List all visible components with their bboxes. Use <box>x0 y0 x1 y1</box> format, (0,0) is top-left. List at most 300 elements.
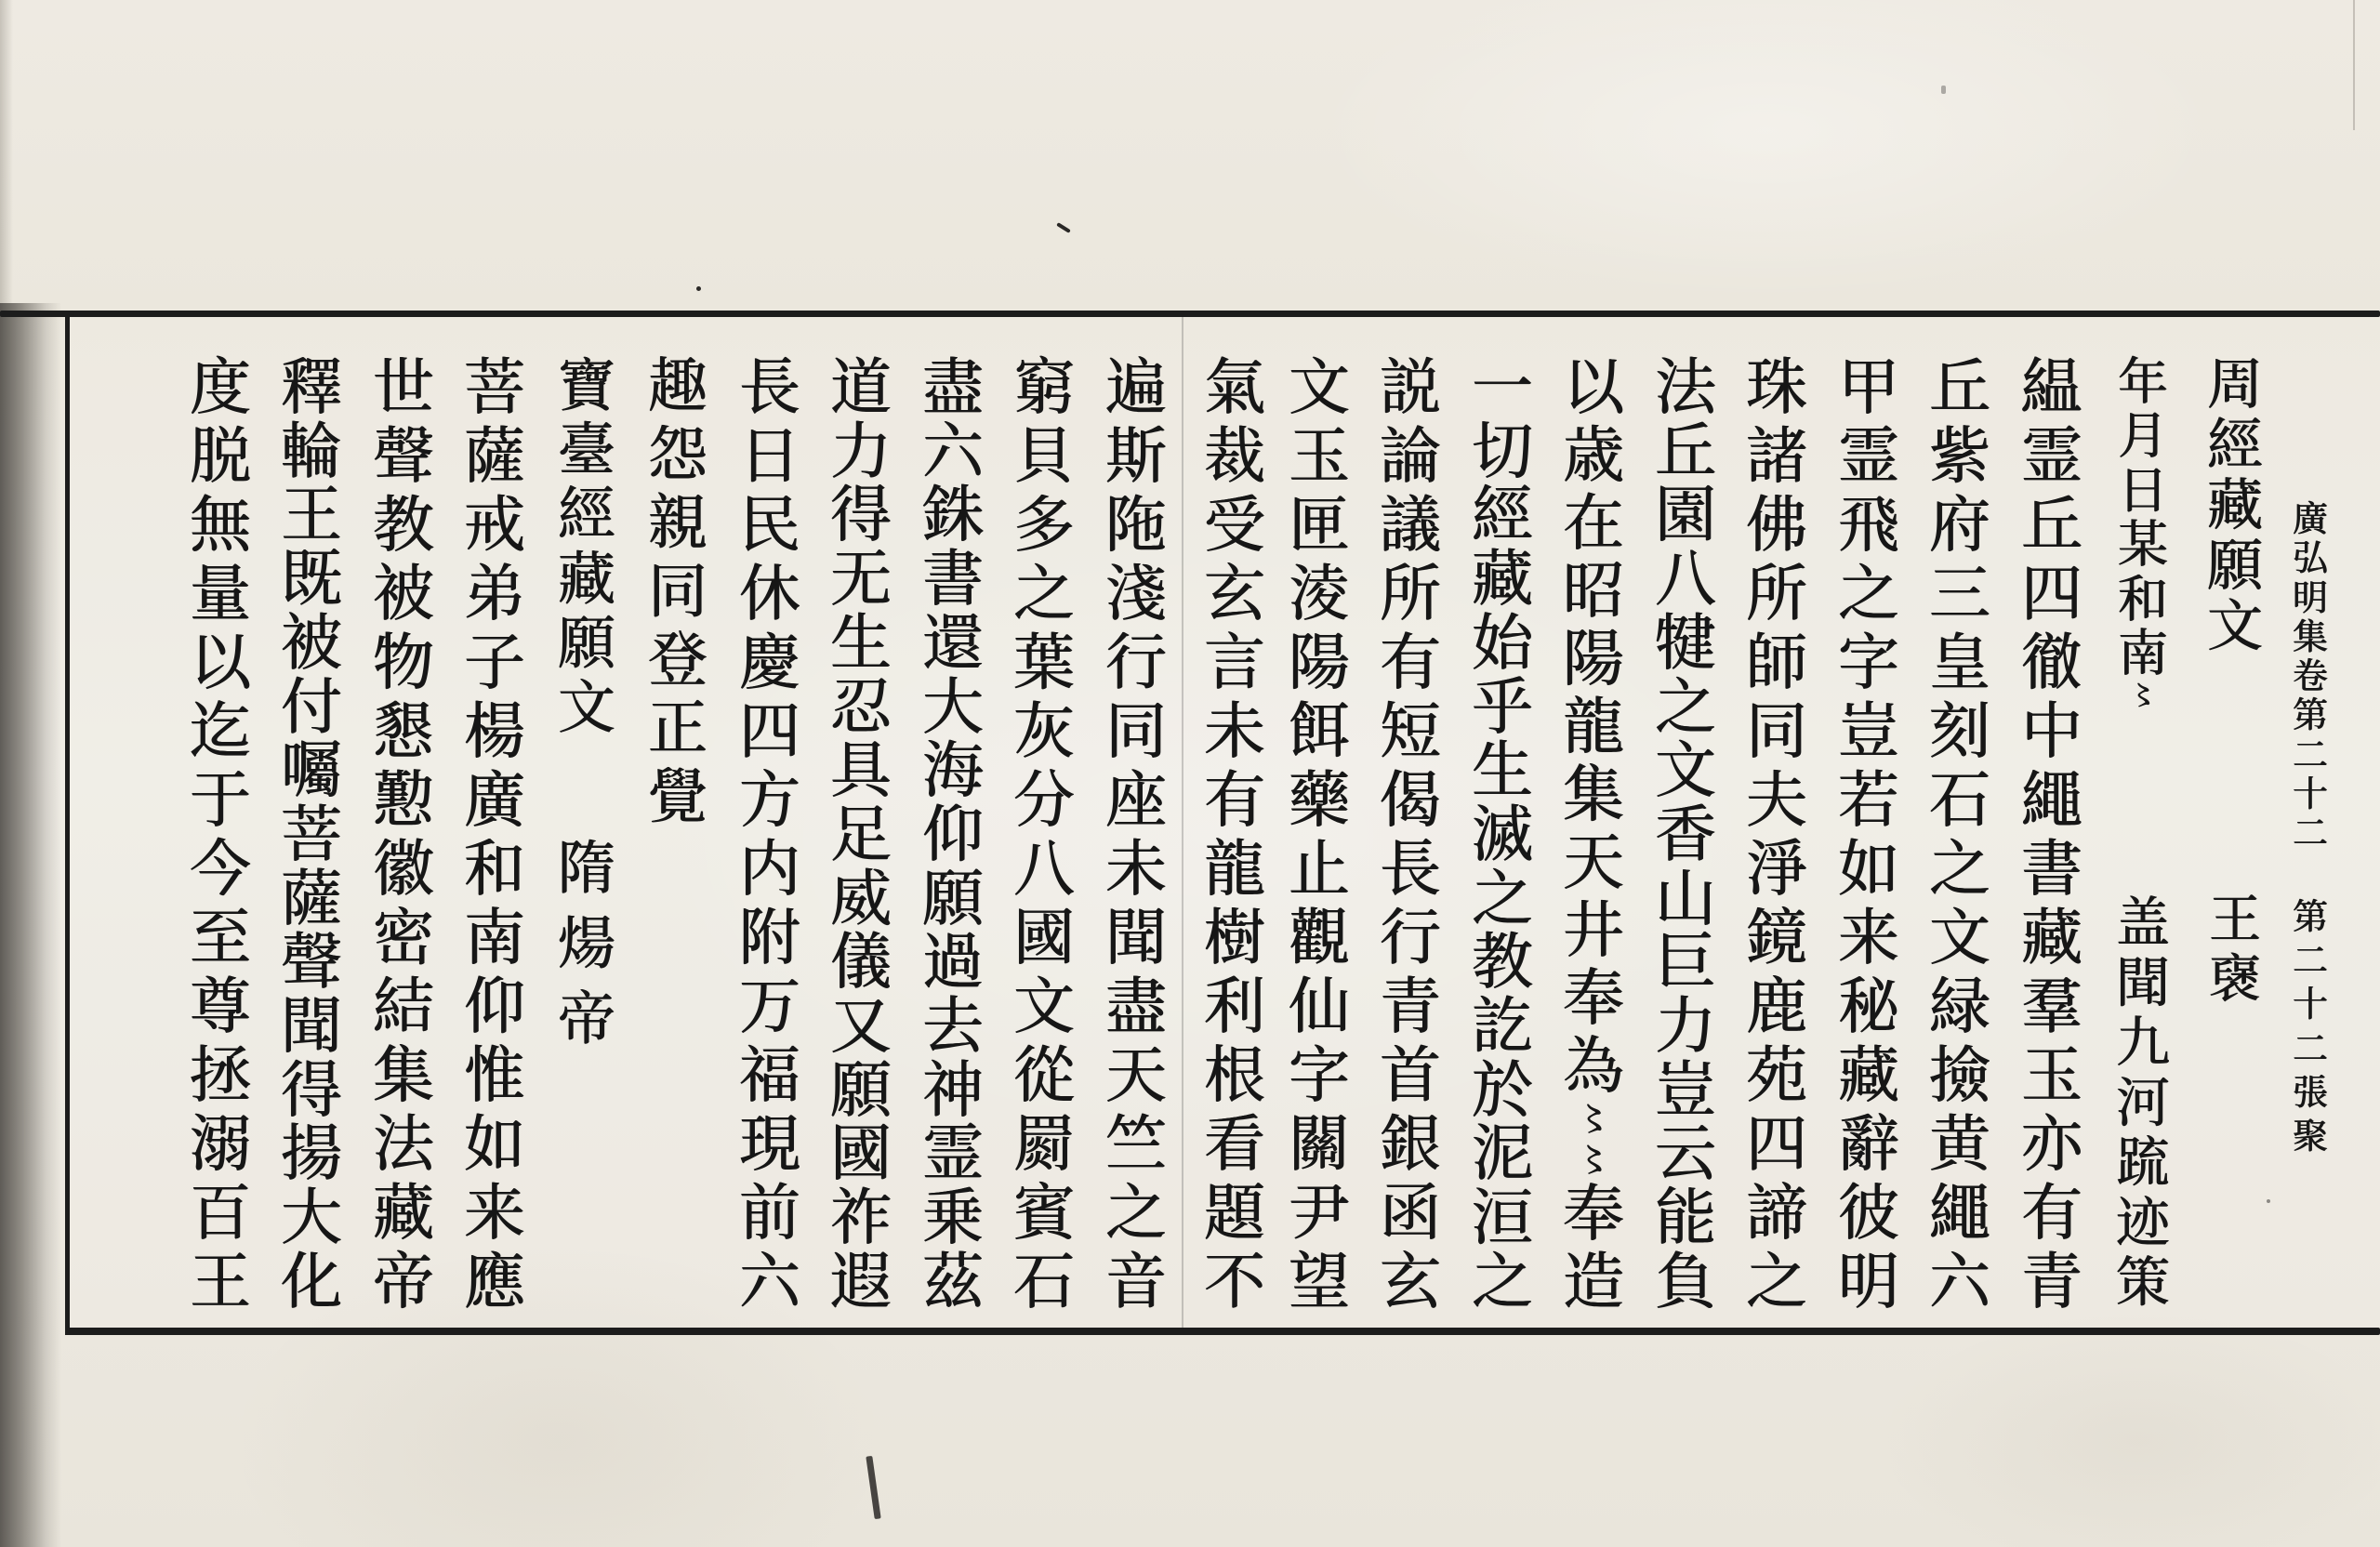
glyph: 之 <box>1655 670 1716 743</box>
glyph: 刻 <box>1929 695 1990 767</box>
glyph: 戒 <box>464 489 525 561</box>
glyph: 隋 <box>557 834 615 902</box>
glyph: 香 <box>1655 798 1716 870</box>
glyph: 二 <box>2292 1027 2328 1069</box>
glyph: 師 <box>1746 627 1807 698</box>
glyph: 斯 <box>1105 420 1167 492</box>
glyph: 觀 <box>1289 902 1350 973</box>
glyph: 黄 <box>1929 1108 1990 1180</box>
text-column <box>908 351 998 1317</box>
glyph: 廣 <box>2292 498 2328 539</box>
glyph: 迹 <box>2115 1190 2170 1254</box>
glyph: 紫 <box>1929 420 1990 492</box>
glyph: 明 <box>2292 576 2328 618</box>
glyph: 藏 <box>1838 1039 1899 1111</box>
glyph: 襃 <box>2209 949 2261 1010</box>
glyph: 迄 <box>190 695 251 767</box>
glyph: 還 <box>922 606 984 679</box>
glyph: 正 <box>648 694 707 764</box>
glyph: 書 <box>922 543 984 615</box>
glyph: 字 <box>1289 1039 1350 1111</box>
glyph: 長 <box>739 351 800 423</box>
glyph: 寶 <box>557 351 615 419</box>
glyph: 生 <box>1472 734 1533 807</box>
glyph: 遍 <box>1105 351 1167 423</box>
text-column <box>816 351 906 1317</box>
glyph: 珠 <box>1746 351 1807 423</box>
glyph: 附 <box>739 902 800 973</box>
glyph: 諸 <box>1746 420 1807 492</box>
glyph: 玄 <box>1204 558 1265 629</box>
text-column <box>1458 351 1547 1317</box>
ink-speck <box>1056 222 1071 233</box>
glyph: 又 <box>830 990 892 1063</box>
glyph: 音 <box>1105 1246 1167 1317</box>
glyph: 如 <box>464 1108 525 1180</box>
glyph: 集 <box>2292 615 2328 657</box>
ink-speck <box>696 286 701 291</box>
glyph: 被 <box>281 606 342 679</box>
text-column <box>633 352 722 832</box>
glyph: 藏 <box>1472 543 1533 615</box>
glyph: 苑 <box>1746 1039 1807 1111</box>
glyph: 利 <box>1204 971 1265 1042</box>
ink-speck <box>866 1456 880 1519</box>
glyph: 井 <box>1563 893 1624 966</box>
glyph: 南 <box>2118 623 2168 682</box>
glyph: 無 <box>190 489 251 561</box>
frame-left-rule <box>65 311 70 1335</box>
glyph: 有 <box>2021 1177 2082 1249</box>
glyph: 休 <box>739 558 800 629</box>
glyph: 仙 <box>1289 971 1350 1042</box>
glyph: 以 <box>190 627 251 698</box>
glyph: 巨 <box>1655 926 1716 998</box>
glyph: 徹 <box>2021 627 2082 698</box>
glyph: 帝 <box>557 985 615 1052</box>
glyph: 福 <box>739 1039 800 1111</box>
glyph: 六 <box>1929 1246 1990 1317</box>
glyph: 集 <box>373 1039 434 1111</box>
glyph: 之 <box>1838 558 1899 629</box>
glyph: 囑 <box>281 734 342 807</box>
center-fold-line <box>1182 317 1183 1328</box>
glyph: 以 <box>1563 351 1624 423</box>
text-column <box>450 351 539 1317</box>
glyph: 十 <box>2292 773 2328 814</box>
glyph: 力 <box>1655 990 1716 1063</box>
glyph: 丘 <box>1929 351 1990 423</box>
glyph: 惟 <box>464 1039 525 1111</box>
glyph: 百 <box>190 1177 251 1249</box>
glyph: 万 <box>739 971 800 1042</box>
glyph: 某 <box>2118 515 2168 575</box>
text-column <box>1915 351 2004 1317</box>
glyph: 廣 <box>464 764 525 836</box>
glyph: 大 <box>281 1182 342 1254</box>
glyph: 為 <box>1563 1029 1624 1102</box>
glyph: 登 <box>648 626 707 695</box>
text-column <box>1824 351 1913 1317</box>
glyph: 國 <box>1013 902 1075 973</box>
glyph: 第 <box>2292 694 2328 736</box>
glyph: 根 <box>1204 1039 1265 1111</box>
glyph: 聞 <box>2115 950 2170 1014</box>
glyph: 同 <box>648 557 707 627</box>
glyph: 明 <box>1838 1246 1899 1317</box>
glyph: 過 <box>922 926 984 998</box>
glyph: 樹 <box>1204 902 1265 973</box>
glyph: 辭 <box>1838 1108 1899 1180</box>
glyph: 文 <box>1929 902 1990 973</box>
glyph: 盖 <box>2115 891 2170 954</box>
glyph: 化 <box>281 1245 342 1317</box>
glyph: 于 <box>190 764 251 836</box>
glyph: 受 <box>1204 489 1265 561</box>
glyph: 未 <box>1204 695 1265 767</box>
glyph: 和 <box>464 833 525 905</box>
glyph: 年 <box>2118 352 2168 411</box>
glyph: 議 <box>1380 489 1441 561</box>
glyph: 淺 <box>1105 558 1167 629</box>
glyph: 裁 <box>1204 420 1265 492</box>
glyph: 生 <box>830 606 892 679</box>
glyph: 霊 <box>2021 420 2082 492</box>
glyph: 南 <box>464 902 525 973</box>
glyph: 銀 <box>1380 1108 1441 1180</box>
glyph: 一 <box>1472 351 1533 423</box>
glyph: 能 <box>1655 1182 1716 1254</box>
glyph: 經 <box>557 480 615 549</box>
glyph: 威 <box>830 862 892 934</box>
glyph: 陽 <box>1563 622 1624 694</box>
glyph: 若 <box>1838 764 1899 836</box>
glyph: 短 <box>1380 695 1441 767</box>
glyph: 覺 <box>648 762 707 832</box>
glyph: 王 <box>281 479 342 551</box>
glyph: 方 <box>739 764 800 836</box>
ink-speck <box>2267 1199 2270 1203</box>
glyph: 王 <box>190 1246 251 1317</box>
repeat-mark: 〻 <box>1576 1099 1611 1140</box>
glyph: 帝 <box>373 1246 434 1317</box>
glyph: 止 <box>1289 833 1350 905</box>
frame-bottom-rule <box>65 1328 2380 1335</box>
glyph: 偈 <box>1380 764 1441 836</box>
glyph: 至 <box>190 902 251 973</box>
glyph: 關 <box>1289 1108 1350 1180</box>
glyph: 負 <box>1655 1245 1716 1317</box>
text-column <box>1091 351 1181 1317</box>
glyph: 弟 <box>464 558 525 629</box>
glyph: 之 <box>1472 862 1533 934</box>
glyph: 和 <box>2118 569 2168 628</box>
glyph: 石 <box>1929 764 1990 836</box>
glyph: 菩 <box>464 351 525 423</box>
glyph: 教 <box>373 489 434 561</box>
glyph: 内 <box>739 833 800 905</box>
glyph: 菩 <box>281 798 342 870</box>
author-name <box>2190 890 2280 1010</box>
glyph: 之 <box>1746 1246 1807 1317</box>
glyph: 王 <box>2209 890 2261 950</box>
glyph: 海 <box>922 734 984 807</box>
glyph: 丘 <box>1655 415 1716 487</box>
glyph: 乎 <box>1472 670 1533 743</box>
glyph: 楊 <box>464 695 525 767</box>
glyph: 甲 <box>1838 351 1899 423</box>
glyph: 霊 <box>1838 420 1899 492</box>
glyph: 法 <box>1655 351 1716 423</box>
glyph: 之 <box>1929 833 1990 905</box>
glyph: 在 <box>1563 486 1624 559</box>
glyph: 緑 <box>1929 971 1990 1042</box>
glyph: 八 <box>1013 833 1075 905</box>
glyph: 二 <box>2292 813 2328 853</box>
text-column <box>176 351 265 1317</box>
glyph: 鹿 <box>1746 971 1807 1042</box>
glyph: 函 <box>1380 1177 1441 1249</box>
author-name <box>542 834 631 1052</box>
glyph: 日 <box>2118 460 2168 520</box>
glyph: 始 <box>1472 606 1533 679</box>
glyph: 未 <box>1105 833 1167 905</box>
glyph: 窮 <box>1013 351 1075 423</box>
glyph: 奉 <box>1563 961 1624 1034</box>
glyph: 第 <box>2292 896 2328 937</box>
marginal-note-leaf <box>2287 896 2334 1157</box>
glyph: 聞 <box>1105 902 1167 973</box>
glyph: 同 <box>1105 695 1167 767</box>
glyph: 佛 <box>1746 489 1807 561</box>
glyph: 文 <box>1289 351 1350 423</box>
glyph: 被 <box>373 558 434 629</box>
text-column <box>1190 351 1279 1317</box>
glyph: 輪 <box>281 415 342 487</box>
glyph: 匣 <box>1289 489 1350 561</box>
glyph: 来 <box>1838 902 1899 973</box>
text-column <box>2007 351 2096 1317</box>
glyph: 釋 <box>281 351 342 423</box>
glyph: 餌 <box>1289 695 1350 767</box>
glyph: 如 <box>1838 833 1899 905</box>
glyph: 有 <box>1204 764 1265 836</box>
glyph: 文 <box>1655 734 1716 807</box>
glyph: 大 <box>922 670 984 743</box>
glyph: 弘 <box>2292 537 2328 579</box>
glyph: 多 <box>1013 489 1075 561</box>
glyph: 論 <box>1380 420 1441 492</box>
glyph: 三 <box>1929 558 1990 629</box>
glyph: 字 <box>1838 627 1899 698</box>
glyph: 書 <box>2021 833 2082 905</box>
ink-speck <box>1941 86 1946 94</box>
glyph: 長 <box>1380 833 1441 905</box>
glyph: 四 <box>1746 1108 1807 1180</box>
glyph: 撿 <box>1929 1039 1990 1111</box>
glyph: 天 <box>1563 826 1624 898</box>
glyph: 霊 <box>922 1117 984 1190</box>
glyph: 密 <box>373 902 434 973</box>
glyph: 泥 <box>1472 1117 1533 1190</box>
glyph: 皇 <box>1929 627 1990 698</box>
glyph: 貝 <box>1013 420 1075 492</box>
glyph: 望 <box>1289 1246 1350 1317</box>
glyph: 六 <box>922 415 984 487</box>
glyph: 所 <box>1380 558 1441 629</box>
glyph: 懇 <box>373 695 434 767</box>
glyph: 行 <box>1105 627 1167 698</box>
glyph: 集 <box>1563 758 1624 830</box>
glyph: 六 <box>739 1246 800 1317</box>
glyph: 張 <box>2292 1071 2328 1113</box>
text-column <box>2098 891 2188 1314</box>
glyph: 脱 <box>190 420 251 492</box>
frame-top-rule <box>0 311 2380 317</box>
glyph: 銖 <box>922 479 984 551</box>
glyph: 盡 <box>1105 971 1167 1042</box>
glyph: 卷 <box>2292 655 2328 696</box>
page-edge-line <box>2353 0 2355 130</box>
glyph: 云 <box>1655 1117 1716 1190</box>
glyph: 教 <box>1472 926 1533 998</box>
glyph: 藏 <box>373 1177 434 1249</box>
glyph: 豈 <box>1655 1053 1716 1126</box>
glyph: 懃 <box>373 764 434 836</box>
glyph: 藥 <box>1289 764 1350 836</box>
glyph: 竺 <box>1105 1108 1167 1180</box>
glyph: 陁 <box>1105 489 1167 561</box>
glyph: 玉 <box>2021 1039 2082 1111</box>
glyph: 從 <box>1013 1039 1075 1111</box>
glyph: 歳 <box>1563 418 1624 491</box>
text-column <box>359 351 448 1317</box>
text-column <box>1366 351 1455 1317</box>
glyph: 物 <box>373 627 434 698</box>
glyph: 文 <box>1013 971 1075 1042</box>
glyph: 九 <box>2115 1011 2170 1074</box>
glyph: 經 <box>1472 479 1533 551</box>
glyph: 䟽 <box>2115 1130 2170 1194</box>
glyph: 之 <box>1472 1245 1533 1317</box>
glyph: 秘 <box>1838 971 1899 1042</box>
glyph: 言 <box>1204 627 1265 698</box>
glyph: 夫 <box>1746 764 1807 836</box>
glyph: 飛 <box>1838 489 1899 561</box>
glyph: 力 <box>830 415 892 487</box>
glyph: 遐 <box>830 1245 892 1317</box>
text-column <box>1641 351 1730 1317</box>
glyph: 尊 <box>190 971 251 1042</box>
glyph: 行 <box>1380 902 1441 973</box>
glyph: 中 <box>2021 695 2082 767</box>
glyph: 藏 <box>2021 902 2082 973</box>
text-column <box>267 351 356 1317</box>
glyph: 亦 <box>2021 1108 2082 1180</box>
glyph: 奉 <box>1563 1177 1624 1250</box>
glyph: 四 <box>739 695 800 767</box>
glyph: 慶 <box>739 627 800 698</box>
glyph: 文 <box>557 672 615 741</box>
glyph: 結 <box>373 971 434 1042</box>
glyph: 經 <box>2207 413 2263 478</box>
glyph: 河 <box>2115 1070 2170 1134</box>
glyph: 溺 <box>190 1108 251 1180</box>
glyph: 豈 <box>1838 695 1899 767</box>
glyph: 去 <box>922 990 984 1063</box>
glyph: 繩 <box>1929 1177 1990 1249</box>
glyph: 拯 <box>190 1039 251 1111</box>
glyph: 聚 <box>2292 1115 2328 1157</box>
text-column <box>1275 351 1364 1317</box>
glyph: 付 <box>281 670 342 743</box>
glyph: 来 <box>464 1177 525 1249</box>
glyph: 薩 <box>281 862 342 934</box>
glyph: 座 <box>1105 764 1167 836</box>
glyph: 周 <box>2207 352 2263 417</box>
glyph: 揚 <box>281 1117 342 1190</box>
glyph: 願 <box>557 608 615 677</box>
glyph: 親 <box>648 489 707 559</box>
glyph: 月 <box>2118 406 2168 466</box>
text-column <box>1549 351 1638 1317</box>
page-edge-shadow <box>0 0 13 303</box>
glyph: 龍 <box>1563 690 1624 762</box>
glyph: 罽 <box>1013 1108 1075 1180</box>
glyph: 府 <box>1929 489 1990 561</box>
glyph: 十 <box>2292 984 2328 1025</box>
glyph: 藏 <box>557 544 615 613</box>
glyph: 現 <box>739 1108 800 1180</box>
glyph: 八 <box>1655 543 1716 615</box>
text-column <box>999 351 1089 1317</box>
glyph: 聲 <box>281 926 342 998</box>
page-edge-shadow <box>0 303 61 1547</box>
glyph: 怨 <box>648 420 707 490</box>
opening-line <box>2098 352 2188 713</box>
glyph: 賓 <box>1013 1177 1075 1249</box>
glyph: 園 <box>1655 479 1716 551</box>
glyph: 煬 <box>557 909 615 977</box>
glyph: 策 <box>2115 1250 2170 1314</box>
glyph: 昭 <box>1563 554 1624 627</box>
glyph: 尹 <box>1289 1177 1350 1249</box>
glyph: 國 <box>830 1117 892 1190</box>
glyph: 山 <box>1655 862 1716 934</box>
glyph: 諦 <box>1746 1177 1807 1249</box>
glyph: 道 <box>830 351 892 423</box>
glyph: 儀 <box>830 926 892 998</box>
repeat-mark: 〻 <box>2129 680 2157 713</box>
glyph: 分 <box>1013 764 1075 836</box>
glyph: 葉 <box>1013 627 1075 698</box>
glyph: 趣 <box>648 352 707 421</box>
glyph: 所 <box>1746 558 1807 629</box>
glyph: 世 <box>373 351 434 423</box>
glyph: 滅 <box>1472 798 1533 870</box>
glyph: 石 <box>1013 1246 1075 1317</box>
glyph: 玉 <box>1289 420 1350 492</box>
glyph: 緼 <box>2021 351 2082 423</box>
glyph: 薩 <box>464 420 525 492</box>
glyph: 訖 <box>1472 990 1533 1063</box>
glyph: 羣 <box>2021 971 2082 1042</box>
glyph: 淩 <box>1289 558 1350 629</box>
glyph: 藏 <box>2207 473 2263 538</box>
glyph: 神 <box>922 1053 984 1126</box>
glyph: 得 <box>830 479 892 551</box>
glyph: 徽 <box>373 833 434 905</box>
